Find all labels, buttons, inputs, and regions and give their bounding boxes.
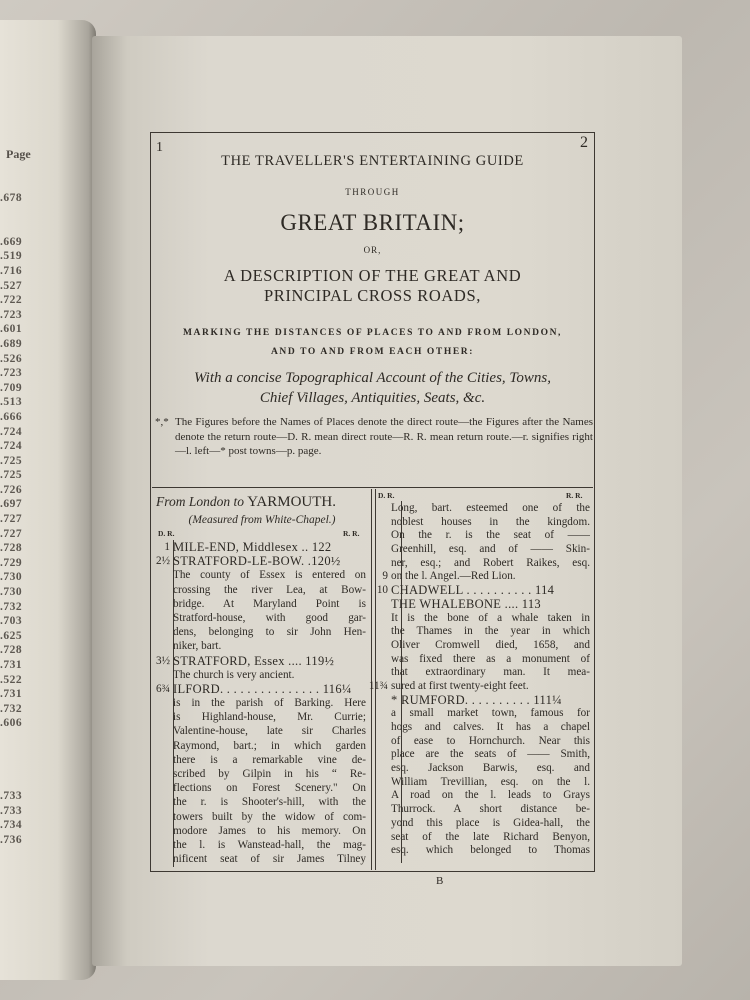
place-name: THE WHALEBONE .... 113 [391, 597, 541, 611]
direct-route-distance [368, 502, 391, 516]
direct-route-distance [150, 724, 173, 738]
place-name: * RUMFORD. . . . . . . . . . 111¼ [391, 693, 562, 707]
direct-route-distance [150, 568, 173, 582]
text-line [150, 597, 366, 611]
direct-route-distance [368, 694, 391, 708]
line-text: scribed by Gilpin in his “ Re- [173, 768, 366, 780]
page-number: .709 [0, 381, 23, 394]
line-text: On the r. is the seat of —— [391, 529, 590, 542]
line-text: bridge. At Maryland Point is [173, 597, 366, 610]
text-line [368, 502, 590, 516]
page-number [0, 207, 22, 222]
direct-route-distance [150, 753, 173, 767]
page-number: .724 [0, 440, 23, 453]
page-number: .728 [0, 542, 23, 555]
direct-route-distance [368, 762, 391, 776]
line-text: the l. is Wanstead-hall, the mag- [173, 838, 366, 851]
line-text: Stratford-house, with good gar- [173, 611, 366, 624]
description-line: AND TO AND FROM EACH OTHER: [270, 347, 475, 357]
left-column [150, 540, 366, 866]
text-line [368, 748, 590, 762]
text-line [150, 583, 366, 597]
page-number: .678 [0, 192, 23, 204]
direct-route-distance [368, 844, 391, 858]
page-number: .519 [0, 250, 23, 263]
place-name: MILE-END, Middlesex .. 122 [173, 540, 332, 554]
place-name: CHADWELL . . . . . . . . . . 114 [391, 584, 555, 598]
text-line [150, 668, 366, 682]
text-line [368, 707, 590, 721]
text-line [368, 570, 590, 584]
page-number: .526 [0, 352, 23, 365]
page-number: .727 [0, 527, 23, 540]
text-line [150, 753, 366, 767]
text-line [368, 789, 590, 803]
page-number: .733 [0, 790, 23, 802]
description [150, 324, 595, 362]
direct-route-distance [150, 739, 173, 753]
direct-route-distance: 6¾ [156, 682, 170, 695]
rr-label: R. R. [343, 529, 360, 538]
note-text: The Figures before the Names of Places denote the direct route—the Figures after the Names denote the return route—D. R. mean direct route—R. R. mean return route.—r. signifies right—l. left—* post towns—p. page. [175, 416, 593, 457]
title-main: GREAT BRITAIN; [280, 210, 465, 235]
line-text: yond this place is Gidea-hall, the [391, 816, 590, 829]
page-number: .731 [0, 688, 23, 701]
right-column [368, 502, 590, 858]
page-number: .527 [0, 279, 23, 292]
page-number [0, 221, 22, 236]
page-number: .703 [0, 615, 23, 628]
direct-route-distance [368, 707, 391, 721]
direct-route-distance [368, 789, 391, 803]
line-text: ner, esq.; and Robert Raikes, esq. [391, 556, 590, 569]
title-line: THE TRAVELLER'S ENTERTAINING GUIDE [221, 153, 524, 169]
text-line [368, 776, 590, 790]
route-heading-from: From London to [156, 494, 245, 509]
text-line [150, 696, 366, 710]
line-text: there is a remarkable vine de- [173, 753, 366, 766]
text-line [150, 739, 366, 753]
direct-route-distance [150, 639, 173, 653]
direct-route-distance: 3½ [156, 654, 170, 667]
page-number: .734 [0, 819, 23, 831]
line-text: seat of the late Richard Benyon, [391, 830, 590, 843]
italic-line: Chief Villages, Antiquities, Seats, &c. [259, 390, 486, 406]
page-number: .722 [0, 294, 23, 307]
direct-route-distance: 9 [382, 570, 388, 583]
text-line [368, 529, 590, 543]
subtitle-line: A DESCRIPTION OF THE GREAT AND [223, 266, 522, 285]
direct-route-distance [150, 583, 173, 597]
line-text: dens, belonging to sir John Hen- [173, 626, 366, 639]
page-number: .732 [0, 702, 23, 715]
direct-route-distance [150, 625, 173, 639]
direct-route-distance [150, 852, 173, 866]
text-line [150, 611, 366, 625]
line-text: hogs and calves. It has a chapel [391, 721, 590, 733]
line-text: Oliver Cromwell died, 1658, and [391, 638, 590, 651]
line-text: Valentine-house, late sir Charles [173, 725, 366, 738]
line-text: esq. Jackson Barwis, esq. and [391, 762, 590, 775]
text-line [368, 543, 590, 557]
text-line [150, 838, 366, 852]
page-number: .513 [0, 396, 23, 409]
page-number: .697 [0, 498, 23, 511]
page-number: .729 [0, 556, 23, 569]
page-number-left: 1 [156, 140, 163, 155]
line-text: is Highland-house, Mr. Currie; [173, 711, 366, 724]
direct-route-distance [368, 748, 391, 762]
line-text: the Thames in the year in which [391, 625, 590, 638]
line-text: sured at first twenty-eight feet. [391, 679, 529, 692]
divider [152, 487, 593, 488]
page-column-label: Page [6, 147, 31, 161]
text-line [150, 852, 366, 866]
text-line [150, 654, 366, 668]
asterism-icon: *,* [155, 416, 169, 428]
direct-route-distance [150, 597, 173, 611]
text-line [150, 767, 366, 781]
place-name: STRATFORD, Essex .... 119½ [173, 653, 335, 668]
direct-route-distance [150, 795, 173, 809]
page-number: .728 [0, 644, 23, 657]
line-text: niker, bart. [173, 640, 222, 653]
direct-route-distance [368, 625, 391, 639]
dr-label: D. R. [378, 491, 395, 500]
line-text: the r. is Shooter's-hill, with the [173, 796, 366, 809]
direct-route-distance [368, 598, 391, 612]
page-number: .669 [0, 235, 23, 248]
page-number: .736 [0, 833, 23, 846]
direct-route-distance: 2½ [156, 555, 170, 568]
direct-route-distance [150, 810, 173, 824]
direct-route-distance: 11¾ [368, 679, 388, 692]
subtitle-line: PRINCIPAL CROSS ROADS, [264, 286, 481, 305]
line-text: esq. which belonged to Thomas [391, 844, 590, 857]
direct-route-distance [368, 776, 391, 790]
subtitle [150, 266, 595, 306]
line-text: towers built by the widow of com- [173, 810, 366, 823]
line-text: noblest houses in the kingdom. [391, 515, 590, 528]
page-number: .731 [0, 659, 23, 671]
line-text: The church is very ancient. [173, 668, 295, 681]
text-line [150, 710, 366, 724]
title-through: THROUGH [345, 187, 400, 197]
text-line [368, 666, 590, 680]
text-line [150, 781, 366, 795]
direct-route-distance [368, 666, 391, 680]
line-text: modore James to his memory. On [173, 824, 366, 837]
direct-route-distance [368, 653, 391, 667]
page-number: .601 [0, 323, 23, 336]
page-number: .724 [0, 425, 23, 438]
rr-label: R. R. [566, 491, 583, 500]
page-number: .716 [0, 264, 23, 277]
text-line [368, 844, 590, 858]
direct-route-distance [150, 696, 173, 710]
page-number: .726 [0, 483, 23, 496]
route-subheading: (Measured from White-Chapel.) [188, 514, 336, 526]
route-heading-place: YARMOUTH. [247, 494, 336, 510]
text-line [150, 554, 366, 568]
page-number-right: 2 [580, 134, 588, 151]
text-line [150, 824, 366, 838]
line-text: Thurrock. A short distance be- [391, 803, 590, 816]
direct-route-distance [368, 529, 391, 543]
facing-page [0, 20, 96, 980]
direct-route-distance [368, 612, 391, 626]
page-number: .522 [0, 673, 23, 686]
direct-route-distance [368, 803, 391, 817]
place-name: ILFORD. . . . . . . . . . . . . . . 116¼ [173, 681, 352, 696]
line-text: A road on the l. leads to Grays [391, 789, 590, 802]
text-line [368, 516, 590, 530]
page-number: .723 [0, 367, 23, 380]
text-line [368, 557, 590, 571]
direct-route-distance [150, 668, 173, 682]
line-text: Raymond, bart.; in which garden [173, 739, 366, 752]
text-line [150, 795, 366, 809]
line-text: on the l. Angel.—Red Lion. [391, 570, 516, 583]
line-text: a small market town, famous for [391, 707, 590, 720]
direct-route-distance [368, 543, 391, 557]
text-line [368, 625, 590, 639]
page-number: .727 [0, 513, 23, 526]
line-text: is in the parish of Barking. Here [173, 697, 366, 710]
page-number: .725 [0, 469, 23, 482]
topographical-line [150, 368, 595, 408]
text-line [150, 639, 366, 653]
text-line [368, 762, 590, 776]
page-number: .730 [0, 586, 23, 599]
text-line [368, 598, 590, 612]
text-line [368, 584, 590, 598]
text-line [368, 721, 590, 735]
route-heading [156, 493, 368, 511]
description-line: MARKING THE DISTANCES OF PLACES TO AND FROM LONDON, [182, 328, 563, 338]
page-number-list [0, 192, 22, 732]
page-number: .606 [0, 717, 23, 730]
text-line [150, 540, 366, 554]
text-line [368, 639, 590, 653]
dr-label: D. R. [158, 529, 175, 538]
text-line [150, 625, 366, 639]
text-line [368, 680, 590, 694]
text-line [150, 810, 366, 824]
page-number: .723 [0, 308, 23, 321]
line-text: that extraordinary man. It mea- [391, 666, 590, 679]
direct-route-distance [368, 721, 391, 735]
page-number: .733 [0, 804, 23, 817]
direct-route-distance [368, 639, 391, 653]
title-or: OR, [363, 245, 382, 255]
page-number: .725 [0, 454, 23, 467]
text-line [150, 724, 366, 738]
line-text: It is the bone of a whale taken in [391, 611, 590, 624]
direct-route-distance [368, 817, 391, 831]
direct-route-distance [150, 824, 173, 838]
line-text: place are the seats of —— Smith, [391, 748, 590, 761]
place-name: STRATFORD-LE-BOW. .120½ [173, 554, 341, 569]
text-line [368, 803, 590, 817]
text-line [368, 694, 590, 708]
line-text: Long, bart. esteemed one of the [391, 502, 590, 514]
text-line [368, 735, 590, 749]
direct-route-distance [368, 516, 391, 530]
direct-route-distance [150, 710, 173, 724]
line-text: was fixed there as a monument of [391, 652, 590, 665]
direct-route-distance [368, 831, 391, 845]
direct-route-distance: 10 [376, 584, 388, 597]
line-text: nificent seat of sir James Tilney [173, 853, 366, 866]
page-number: .666 [0, 410, 23, 423]
text-line [368, 612, 590, 626]
line-text: crossing the river Lea, at Bow- [173, 583, 366, 596]
line-text: of ease to Hornchurch. Near this [391, 734, 590, 747]
direct-route-distance [368, 557, 391, 571]
text-line [150, 682, 366, 696]
page-number: .689 [0, 337, 23, 350]
page-number: .732 [0, 600, 23, 613]
text-line [368, 653, 590, 667]
line-text: The county of Essex is entered on [173, 569, 366, 582]
line-text: Greenhill, esq. and of —— Skin- [391, 543, 590, 556]
explanatory-note [155, 415, 593, 459]
italic-line: With a concise Topographical Account of the Cities, Towns, [194, 370, 551, 386]
page-number: .625 [0, 629, 23, 642]
text-line [368, 817, 590, 831]
text-line [368, 831, 590, 845]
line-text: William Trevillian, esq. on the l. [391, 775, 590, 788]
direct-route-distance: 1 [164, 541, 170, 553]
signature-mark: B [436, 875, 444, 887]
text-line [150, 568, 366, 582]
direct-route-distance [150, 781, 173, 795]
line-text: flections on Forest Scenery." On [173, 782, 366, 795]
page-number-list [0, 790, 22, 848]
direct-route-distance [150, 611, 173, 625]
page-number: .730 [0, 571, 23, 584]
direct-route-distance [368, 735, 391, 749]
direct-route-distance [150, 838, 173, 852]
direct-route-distance [150, 767, 173, 781]
